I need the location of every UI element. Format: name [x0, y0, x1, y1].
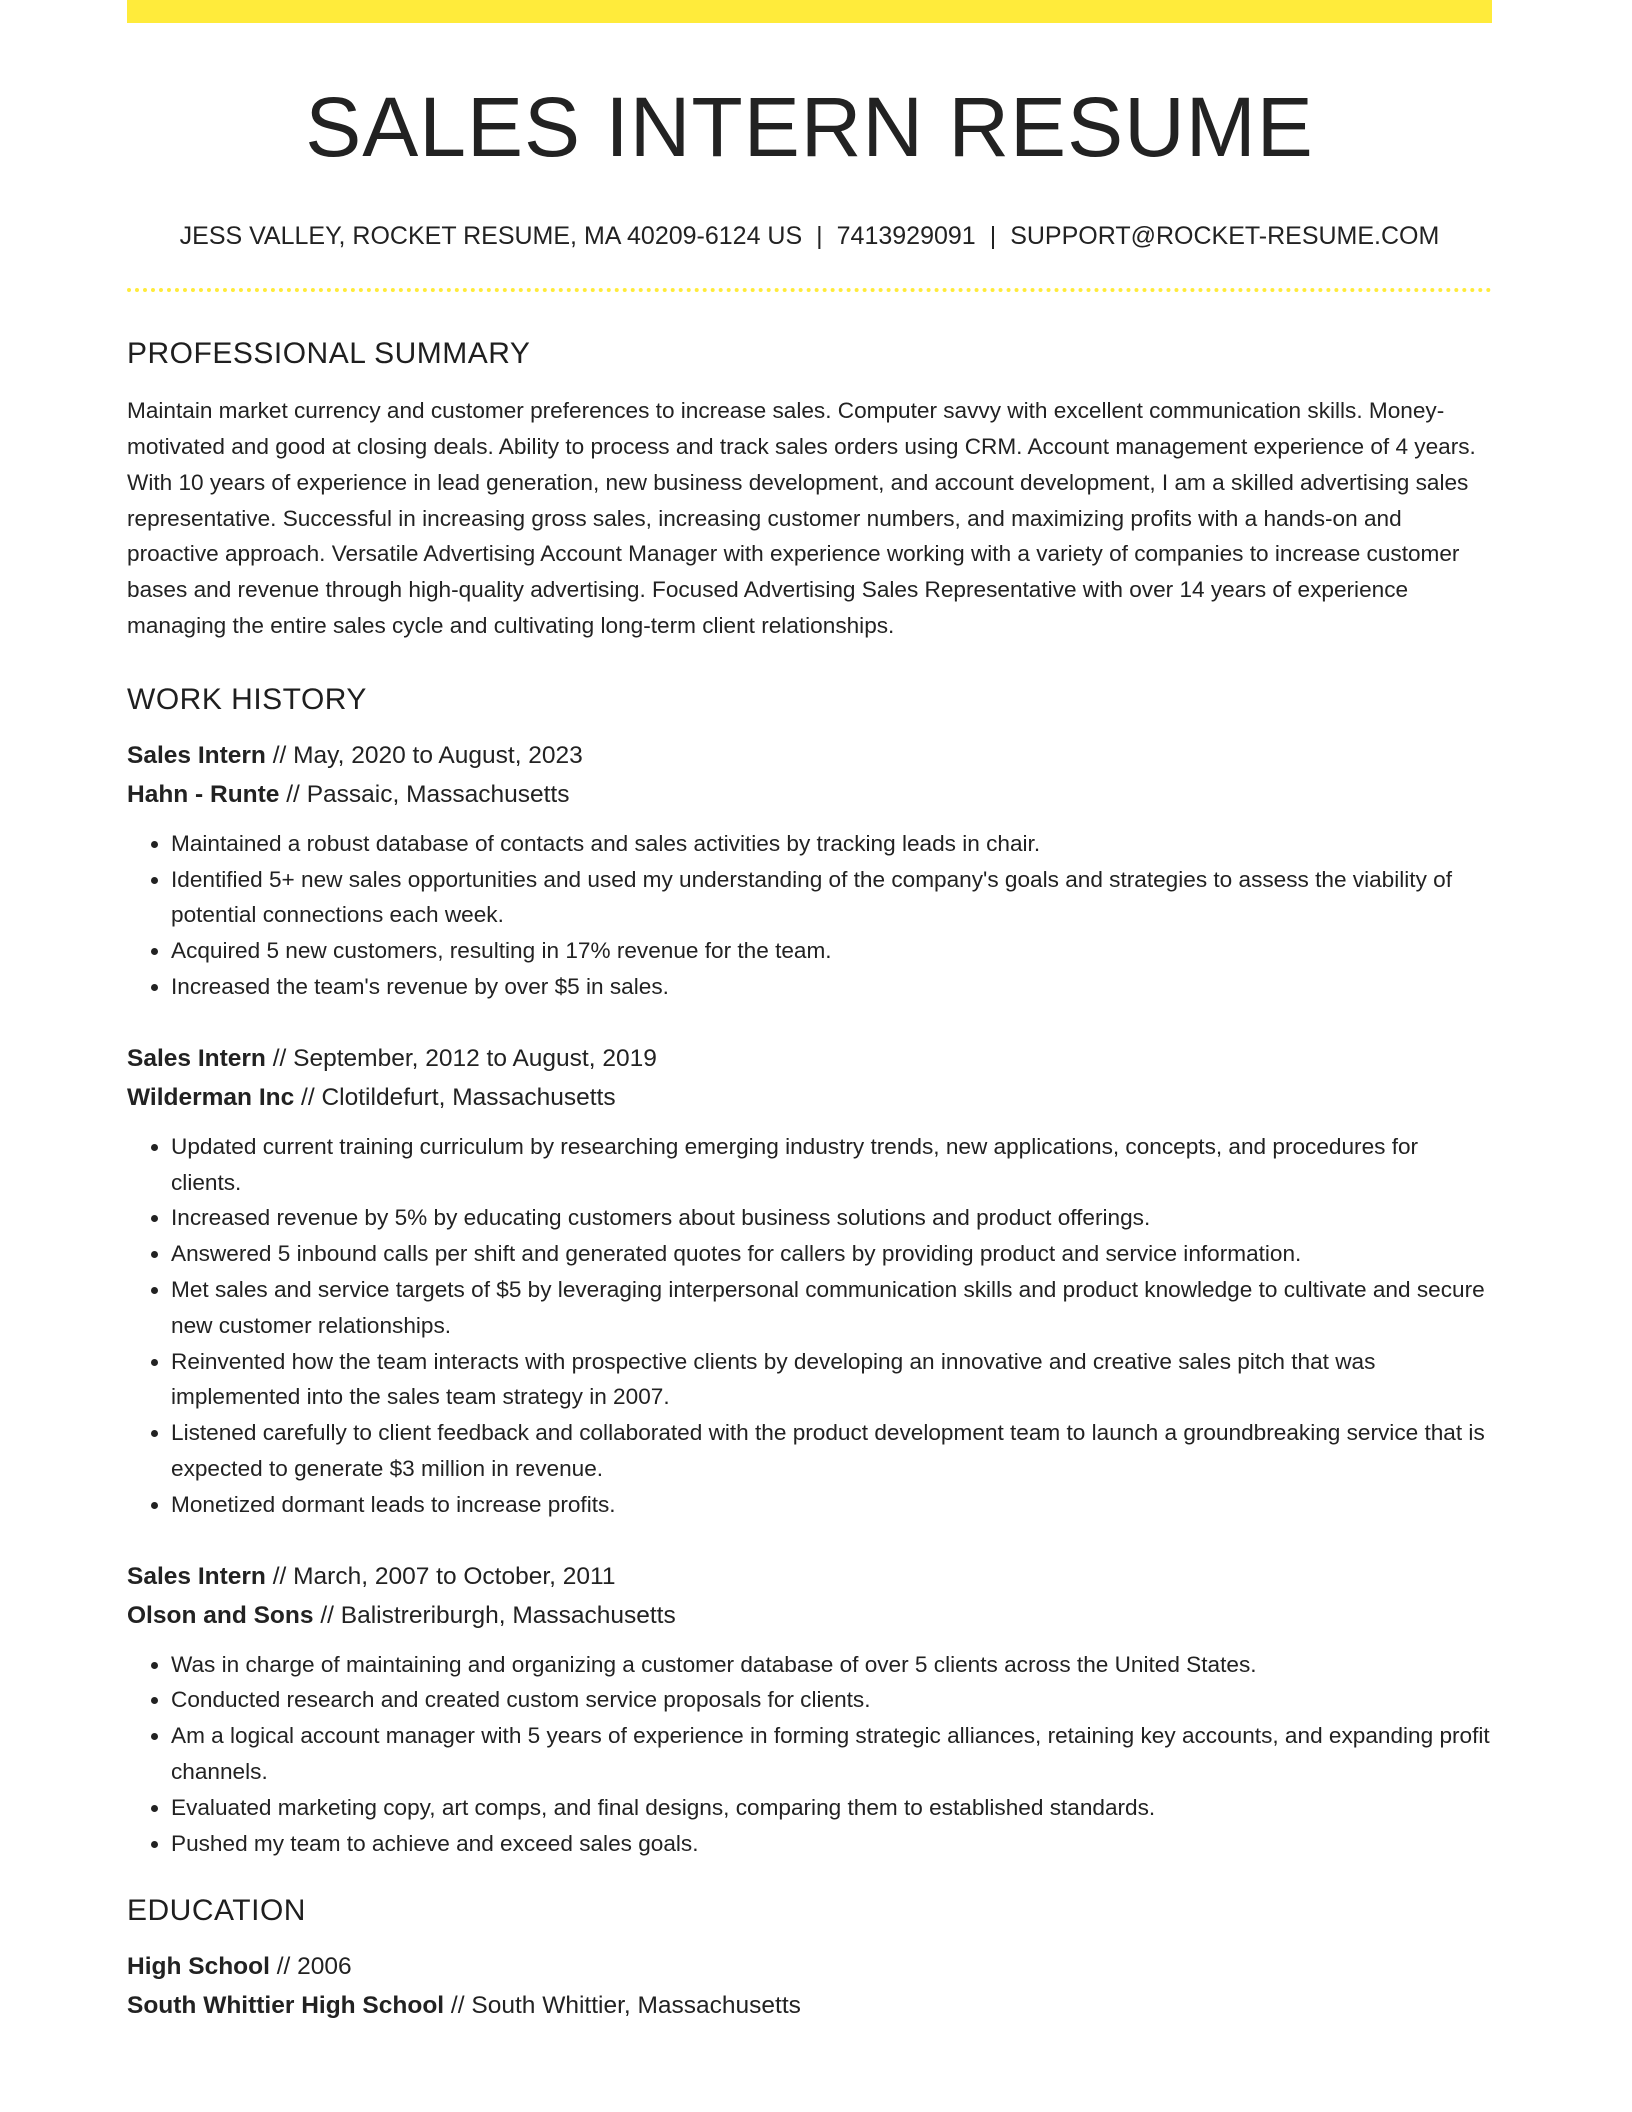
summary-text: Maintain market currency and customer preferences to increase sales. Computer savvy with excellent communication skills. Money-motivated and good at closing deals. Ability to process and track sales orders using CRM. Account management experience of 4 years. With 10 years of experience in lead generation, new business development, and account development, I am a skilled advertising sales representative. Successful in increasing gross sales, increasing customer numbers, and maximizing profits with a hands-on and proactive approach. Versatile Advertising Account Manager with experience working with a variety of companies to increase customer bases and revenue through high-quality advertising. Focused Advertising Sales Representative with over 14 years of experience managing the entire sales cycle and cultivating long-term client relationships. [127, 398, 1476, 638]
dotted-divider [127, 288, 1492, 292]
job-company-line [127, 1078, 1492, 1117]
job-bullets [127, 826, 1492, 1005]
job-bullets [127, 1647, 1492, 1862]
job-dates: March, 2007 to October, 2011 [293, 1562, 616, 1590]
job-company-line [127, 775, 1492, 814]
bullet-item: • Increased revenue by 5% by educating customers about business solutions and product offerings. [171, 1200, 1492, 1236]
job-divider: // [286, 780, 300, 808]
job-divider: // [272, 1044, 287, 1072]
job-dates: May, 2020 to August, 2023 [293, 741, 583, 769]
job-location: Clotildefurt, Massachusetts [321, 1083, 616, 1111]
contact-separator: | [816, 222, 823, 251]
job-role: Sales Intern [127, 1562, 266, 1590]
contact-address: JESS VALLEY, ROCKET RESUME, MA 40209-6124 US [179, 222, 803, 251]
work-history-heading: WORK HISTORY [127, 682, 367, 716]
education-school-line [127, 1986, 1492, 2025]
education-degree-line [127, 1947, 1492, 1986]
job-entry [127, 1557, 1492, 1862]
job-company: Wilderman Inc [127, 1083, 295, 1111]
resume-title: SALES INTERN RESUME [305, 80, 1314, 174]
education-heading: EDUCATION [127, 1894, 306, 1928]
job-role: Sales Intern [127, 741, 266, 769]
job-dates: September, 2012 to August, 2019 [293, 1044, 657, 1072]
bullet-item: • Evaluated marketing copy, art comps, and final designs, comparing them to established standards. [171, 1790, 1492, 1826]
education-school: South Whittier High School [127, 1992, 445, 2020]
resume-content [127, 0, 1492, 2025]
bullet-item: • Answered 5 inbound calls per shift and generated quotes for callers by providing product and service information. [171, 1236, 1492, 1272]
education-divider: // [276, 1953, 291, 1981]
job-role-line [127, 1557, 1492, 1596]
bullet-item: • Maintained a robust database of contacts and sales activities by tracking leads in chair. [171, 826, 1492, 862]
job-company: Hahn - Runte [127, 780, 280, 808]
job-divider: // [272, 741, 287, 769]
bullet-item: • Increased the team's revenue by over $5 in sales. [171, 969, 1492, 1005]
bullet-item: • Conducted research and created custom service proposals for clients. [171, 1682, 1492, 1718]
job-company: Olson and Sons [127, 1601, 314, 1629]
job-location: Balistreriburgh, Massachusetts [340, 1601, 676, 1629]
job-entry [127, 736, 1492, 1005]
contact-phone: 7413929091 [836, 222, 976, 251]
job-entry [127, 1039, 1492, 1523]
bullet-item: • Am a logical account manager with 5 years of experience in forming strategic alliances, retaining key accounts, and expanding profit channels. [171, 1718, 1492, 1790]
bullet-item: • Identified 5+ new sales opportunities and used my understanding of the company's goals and strategies to assess the viability of potential connections each week. [171, 862, 1492, 934]
bullet-item: • Listened carefully to client feedback and collaborated with the product development team to launch a groundbreaking service that is expected to generate $3 million in revenue. [171, 1415, 1492, 1487]
bullet-item: • Was in charge of maintaining and organizing a customer database of over 5 clients across the United States. [171, 1647, 1492, 1683]
contact-line [127, 221, 1492, 251]
summary-heading: PROFESSIONAL SUMMARY [127, 337, 531, 371]
education-location: South Whittier, Massachusetts [471, 1992, 801, 2020]
bullet-item: • Met sales and service targets of $5 by leveraging interpersonal communication skills and product knowledge to cultivate and secure new customer relationships. [171, 1272, 1492, 1344]
contact-email: SUPPORT@ROCKET-RESUME.COM [1010, 222, 1440, 251]
bullet-item: • Updated current training curriculum by researching emerging industry trends, new applications, concepts, and procedures for clients. [171, 1129, 1492, 1201]
bullet-item: • Pushed my team to achieve and exceed sales goals. [171, 1826, 1492, 1862]
job-role-line [127, 1039, 1492, 1078]
contact-separator: | [989, 222, 997, 251]
job-divider: // [320, 1601, 334, 1629]
job-bullets [127, 1129, 1492, 1523]
job-role-line [127, 736, 1492, 775]
education-year: 2006 [297, 1953, 352, 1981]
bullet-item: • Reinvented how the team interacts with prospective clients by developing an innovative and creative sales pitch that was implemented into the sales team strategy in 2007. [171, 1344, 1492, 1416]
bullet-item: • Acquired 5 new customers, resulting in 17% revenue for the team. [171, 933, 1492, 969]
job-role: Sales Intern [127, 1044, 266, 1072]
job-divider: // [272, 1562, 287, 1590]
job-divider: // [301, 1083, 315, 1111]
bullet-item: • Monetized dormant leads to increase profits. [171, 1487, 1492, 1523]
job-location: Passaic, Massachusetts [306, 780, 570, 808]
job-company-line [127, 1596, 1492, 1635]
education-degree: High School [127, 1953, 270, 1981]
education-divider: // [450, 1992, 465, 2020]
